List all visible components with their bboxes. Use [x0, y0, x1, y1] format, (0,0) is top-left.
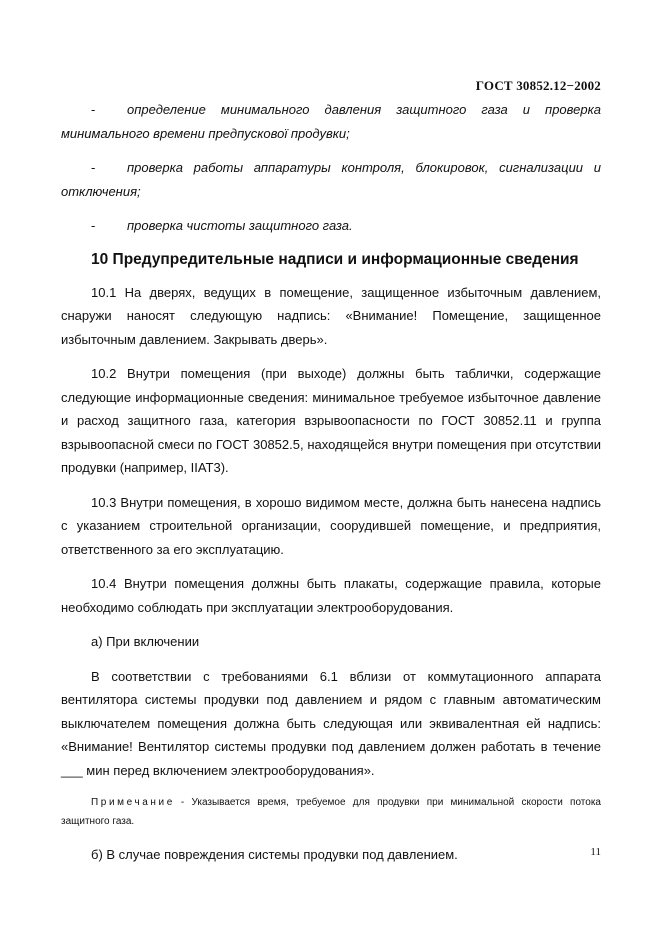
- bullet-item: [61, 98, 601, 145]
- paragraph-10-1: 10.1 На дверях, ведущих в помещение, защищенное избыточным давлением, снаружи наносят следующую надпись: «Внимание! Помещение, защищенное избыточным давлением. Закрывать дверь».: [61, 284, 601, 347]
- bullet-item: [61, 156, 601, 203]
- bullet-text: проверка чистоты защитного газа.: [127, 218, 353, 233]
- page-number: 11: [590, 846, 601, 858]
- paragraph-10-4: 10.4 Внутри помещения должны быть плакаты, содержащие правила, которые необходимо соблюдать при эксплуатации электрооборудования.: [61, 576, 601, 615]
- document-header: ГОСТ 30852.12−2002: [475, 78, 601, 93]
- paragraph-subitem-a: а) При включении: [91, 634, 200, 649]
- section-title: 10 Предупредительные надписи и информационные сведения: [91, 250, 579, 268]
- paragraph-warning-text: В соответствии с требованиями 6.1 вблизи от коммутационного аппарата вентилятора системы продувки под давлением и рядом с главным автоматическим выключателем помещения должна быть следующая или эквивалентная ей надпись: «Внимание! Вентилятор системы продувки под давлением должен работать в течение ___ мин перед включением электрооборудования».: [61, 668, 601, 778]
- note-label: Примечание: [91, 797, 175, 808]
- bullet-dash: -: [91, 102, 96, 117]
- bullet-dash: -: [91, 218, 96, 233]
- note-text: - Указывается время, требуемое для продувки при минимальной скорости потока защитного газа.: [61, 797, 601, 827]
- bullet-dash: -: [91, 160, 96, 175]
- bullet-text: проверка работы аппаратуры контроля, блокировок, сигнализации и отключения;: [61, 160, 601, 199]
- bullet-text: определение минимального давления защитного газа и проверка минимального времени предпускової продувки;: [61, 102, 601, 141]
- paragraph-10-3: 10.3 Внутри помещения, в хорошо видимом месте, должна быть нанесена надпись с указанием строительной организации, соорудившей помещение, и предприятия, ответственного за его эксплуатацию.: [61, 494, 601, 557]
- document-body: [61, 98, 601, 878]
- paragraph-subitem-b: б) В случае повреждения системы продувки под давлением.: [91, 847, 458, 862]
- note: [61, 793, 601, 831]
- bullet-item: [61, 214, 601, 238]
- paragraph-10-2: 10.2 Внутри помещения (при выходе) должны быть таблички, содержащие следующие информационные сведения: минимальное требуемое избыточное давление и расход защитного газа, категория взрывоопасности по ГОСТ 30852.11 и группа взрывоопасной смеси по ГОСТ 30852.5, находящейся внутри помещения при отсутствии продувки (например, IIАТ3).: [61, 366, 601, 475]
